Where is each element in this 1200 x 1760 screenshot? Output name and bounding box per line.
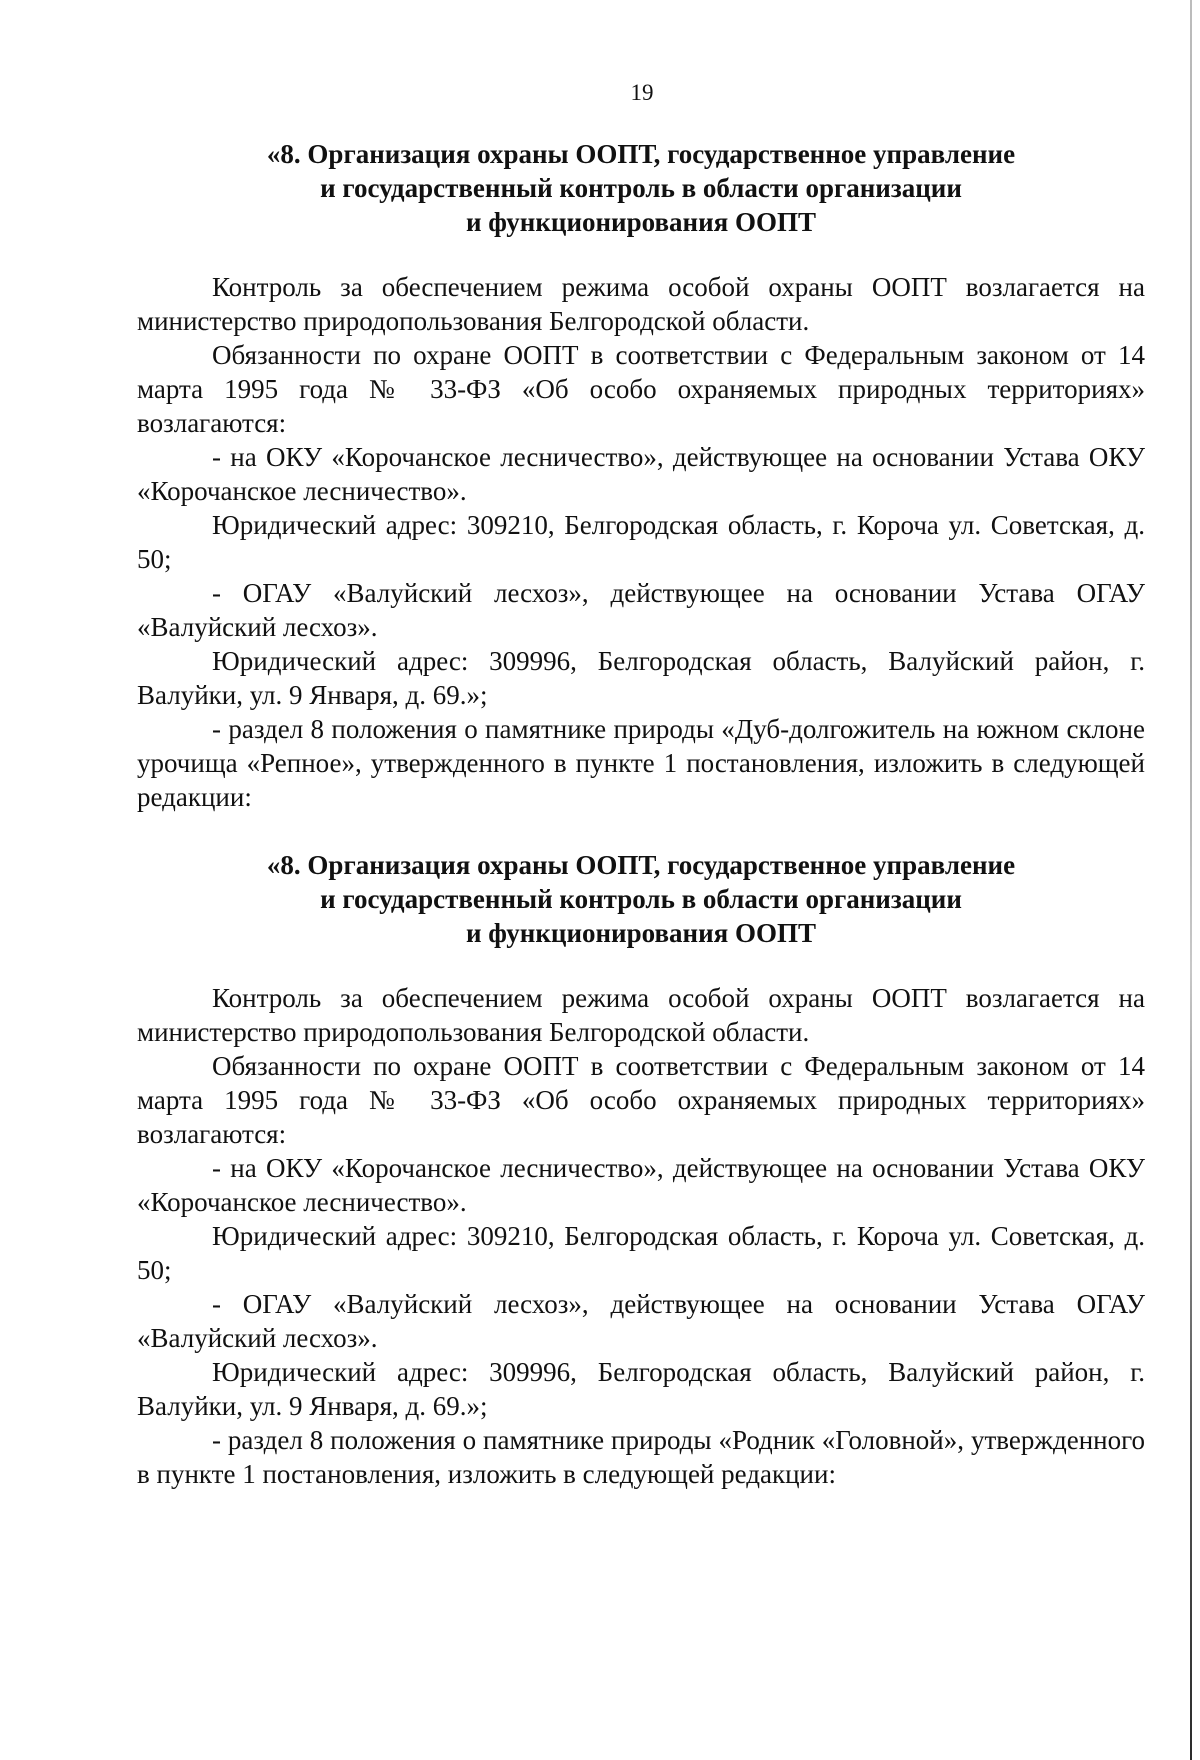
section-1-body [137,270,1145,814]
page-number: 19 [630,80,654,105]
heading-line: и функционирования ООПТ [465,918,817,948]
heading-line: «8. Организация охраны ООПТ, государственное управление [266,850,1016,880]
paragraph: - ОГАУ «Валуйский лесхоз», действующее на основании Устава ОГАУ «Валуйский лесхоз». [137,578,1145,642]
paragraph: Юридический адрес: 309996, Белгородская область, Валуйский район, г. Валуйки, ул. 9 Января, д. 69.»; [137,1357,1145,1421]
paragraph: Обязанности по охране ООПТ в соответствии с Федеральным законом от 14 марта 1995 года № 33-ФЗ «Об особо охраняемых природных территориях» возлагаются: [137,340,1145,438]
paragraph: - на ОКУ «Корочанское лесничество», действующее на основании Устава ОКУ «Корочанское лесничество». [137,1153,1145,1217]
paragraph: - ОГАУ «Валуйский лесхоз», действующее на основании Устава ОГАУ «Валуйский лесхоз». [137,1289,1145,1353]
section-1-heading [137,137,1145,239]
paragraph: Юридический адрес: 309210, Белгородская область, г. Короча ул. Советская, д. 50; [137,510,1145,574]
heading-line: «8. Организация охраны ООПТ, государственное управление [266,139,1016,169]
paragraph: Контроль за обеспечением режима особой охраны ООПТ возлагается на министерство природопользования Белгородской области. [137,272,1145,336]
paragraph: Юридический адрес: 309996, Белгородская область, Валуйский район, г. Валуйки, ул. 9 Января, д. 69.»; [137,646,1145,710]
page-edge [1190,0,1192,1760]
section-2-heading [137,848,1145,950]
heading-line: и государственный контроль в области организации [320,173,962,203]
paragraph: Контроль за обеспечением режима особой охраны ООПТ возлагается на министерство природопользования Белгородской области. [137,983,1145,1047]
section-2-body [137,981,1145,1491]
paragraph: - раздел 8 положения о памятнике природы «Дуб-долгожитель на южном склоне урочища «Репное», утвержденного в пункте 1 постановления, изложить в следующей редакции: [137,714,1145,812]
paragraph: Юридический адрес: 309210, Белгородская область, г. Короча ул. Советская, д. 50; [137,1221,1145,1285]
paragraph: - раздел 8 положения о памятнике природы «Родник «Головной», утвержденного в пункте 1 постановления, изложить в следующей редакции: [137,1425,1145,1489]
heading-line: и функционирования ООПТ [465,207,817,237]
paragraph: Обязанности по охране ООПТ в соответствии с Федеральным законом от 14 марта 1995 года № 33-ФЗ «Об особо охраняемых природных территориях» возлагаются: [137,1051,1145,1149]
heading-line: и государственный контроль в области организации [320,884,962,914]
paragraph: - на ОКУ «Корочанское лесничество», действующее на основании Устава ОКУ «Корочанское лесничество». [137,442,1145,506]
